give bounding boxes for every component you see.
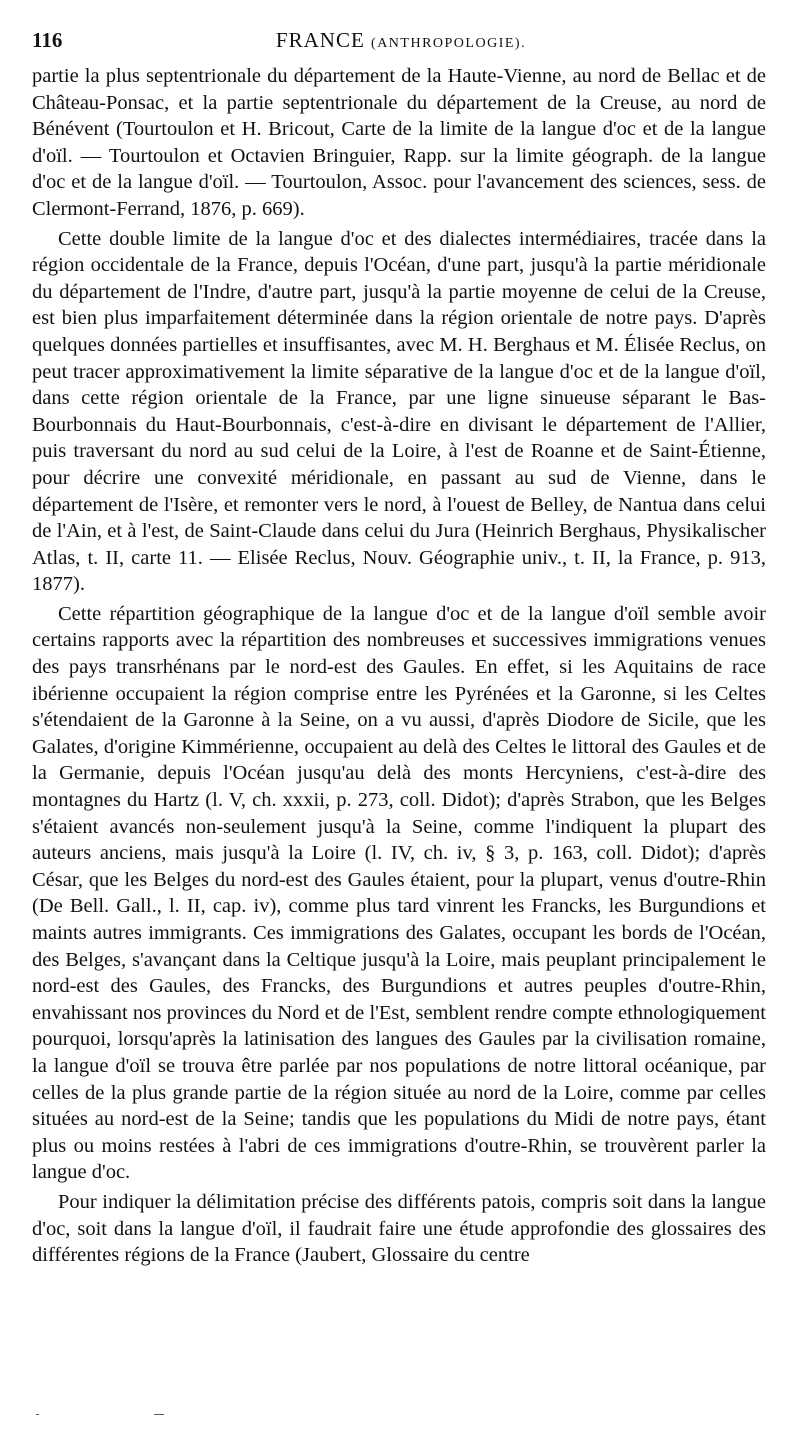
paragraph: Cette répartition géographique de la langue d'oc et de la langue d'oïl semble avoir certains rapports avec la répartition des nombreuses et successives immigrations venues des pays transrhénans par le nord-est des Gaules. En effet, si les Aquitains de race ibérienne occupaient la région comprise entre les Pyrénées et la Garonne, si les Celtes s'étendaient de la Garonne à la Seine, on a vu aussi, d'après Diodore de Sicile, que les Galates, d'origine Kimmérienne, occupaient au delà des Celtes le littoral des Gaules et de la Germanie, depuis l'Océan jusqu'au delà des monts Hercyniens, c'est-à-dire des montagnes du Hartz (l. V, ch. xxxii, p. 273, coll. Didot); d'après Strabon, que les Belges s'étaient avancés non-seulement jusqu'à la Seine, comme l'indiquent la plupart des auteurs anciens, mais jusqu'à la Loire (l. IV, ch. iv, § 3, p. 163, coll. Didot); d'après César, que les Belges du nord-est des Gaules étaient, pour la plupart, venus d'outre-Rhin (De Bell. Gall., l. II, cap. iv), comme plus tard vinrent les Francks, les Burgundions et maints autres immigrants. Ces immigrations des Galates, occupant les bords de l'Océan, des Belges, s'avançant dans la Celtique jusqu'à la Loire, mais peuplant principalement le nord-est des Gaules, des Francks, des Burgundions et autres peuples d'outre-Rhin, envahissant nos provinces du Nord et de l'Est, semblent rendre compte ethnologiquement pourquoi, lorsqu'après la latinisation des langues des Gaules par la civilisation romaine, la langue d'oïl se trouva être parlée par nos populations de notre littoral océanique, par celles de la plus grande partie de la région située au nord de la Loire, comme par celles situées au nord-est de la Seine; tandis que les populations du Midi de notre pays, étant plus ou moins restées à l'abri de ces immigrations d'outre-Rhin, se trouvèrent parler la langue d'oc. — [32, 602, 766, 1184]
body-text — [32, 63, 766, 1269]
print-mark — [36, 1414, 39, 1415]
page-number: 116 — [32, 28, 63, 52]
paragraph-continued: partie la plus septentrionale du département de la Haute-Vienne, au nord de Bellac et de Château-Ponsac, et la partie septentrionale du département de la Creuse, au nord de Bénévent (Tourtoulon et H. Bricout, Carte de la limite de la langue d'oc et de la langue d'oïl. — Tourtoulon et Octavien Bringuier, Rapp. sur la limite géograph. de la langue d'oc et de la langue d'oïl. — Tourtoulon, Assoc. pour l'avancement des sciences, sess. de Clermont-Ferrand, 1876, p. 669). — [32, 65, 766, 220]
paragraph: Pour indiquer la délimitation précise des différents patois, compris soit dans la langue d'oc, soit dans la langue d'oïl, il faudrait faire une étude approfondie des glossaires des différentes régions de la France (Jaubert, Glossaire du centre — [32, 1190, 766, 1267]
print-mark — [154, 1414, 164, 1415]
page-header — [32, 28, 770, 58]
footer-print-marks — [36, 1414, 196, 1424]
paragraph: Cette double limite de la langue d'oc et des dialectes intermédiaires, tracée dans la région occidentale de la France, depuis l'Océan, d'une part, jusqu'à la partie méridionale du département de l'Indre, d'autre part, jusqu'à la partie moyenne de celui de la Creuse, est bien plus imparfaitement déterminée dans la région orientale de notre pays. D'après quelques données partielles et insuffisantes, avec M. H. Berghaus et M. Élisée Reclus, on peut tracer approximativement la limite séparative de la langue d'oc et de la langue d'oïl, dans cette région orientale de la France, par une ligne sinueuse séparant le Bas-Bourbonnais du Haut-Bourbonnais, c'est-à-dire en divisant le département de l'Allier, puis traversant du nord au sud celui de la Loire, à l'est de Roanne et de Saint-Étienne, pour décrire une convexité méridionale, en passant au sud de Vienne, dans le département de l'Isère, et remonter vers le nord, à l'ouest de Belley, de Nantua dans celui de l'Ain, et à l'est, de Saint-Claude dans celui du Jura (Heinrich Berghaus, Physikalischer Atlas, t. II, carte 11. — Elisée Reclus, Nouv. Géographie univ., t. II, la France, p. 913, 1877). — [32, 227, 766, 596]
running-title — [32, 28, 770, 53]
running-title-main: FRANCE — [275, 28, 365, 52]
running-title-sub: (ANTHROPOLOGIE). — [371, 36, 527, 51]
